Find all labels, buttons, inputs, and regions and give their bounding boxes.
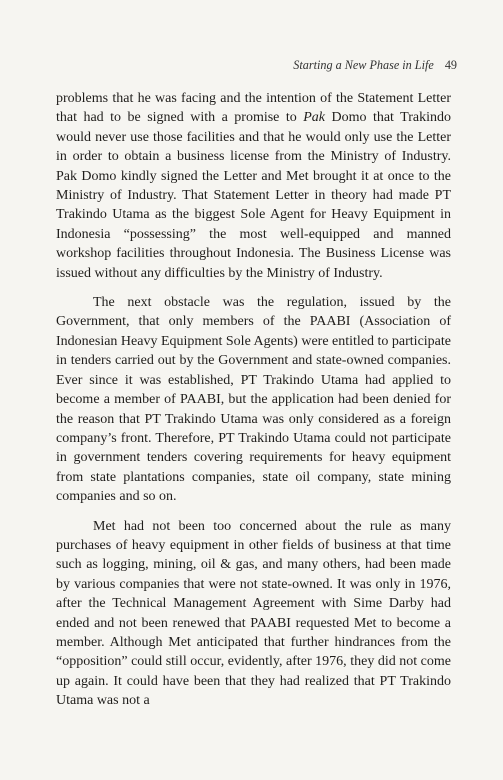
body-text xyxy=(56,89,451,711)
paragraph-1-text-start: problems that he was facing and the intention of the Statement Letter that had to be signed with a promise to xyxy=(56,91,451,126)
paragraph-1-text-end: Domo that Trakindo would never use those facilities and that he would only use the Letter in order to obtain a business license from the Ministry of Industry. Pak Domo kindly signed the Letter and Met brought it at once to the Ministry of Industry. That Statement Letter in theory had made PT Trakindo Utama as the biggest Sole Agent for Heavy Equipment in Indonesia “possessing” the most well-equipped and manned workshop facilities throughout Indonesia. The Business License was issued without any difficulties by the Ministry of Industry. xyxy=(56,110,451,281)
paragraph-2: The next obstacle was the regulation, issued by the Government, that only members of the PAABI (Association of Indonesian Heavy Equipment Sole Agents) were entitled to participate in tenders carried out by the Government and state-owned companies. Ever since it was established, PT Trakindo Utama had applied to become a member of PAABI, but the application had been denied for the reason that PT Trakindo Utama was only considered as a foreign company’s front. Therefore, PT Trakindo Utama could not participate in government tenders covering requirements for heavy equipment from state plantations companies, state oil company, state mining companies and so on. xyxy=(56,295,451,505)
paragraph-1-italic-pak: Pak xyxy=(303,110,325,126)
paragraph-1 xyxy=(56,89,451,283)
paragraph-3: Met had not been too concerned about the rule as many purchases of heavy equipment in other fields of business at that time such as logging, mining, oil & gas, and many others, had been made by various companies that were not state-owned. It was only in 1976, after the Technical Management Agreement with Sime Darby had ended and not been renewed that PAABI requested Met to become a member. Although Met anticipated that further hindrances from the “opposition” could still occur, evidently, after 1976, they did not come up again. It could have been that they had realized that PT Trakindo Utama was not a xyxy=(56,518,451,709)
chapter-title: Starting a New Phase in Life xyxy=(293,58,434,72)
running-head xyxy=(293,58,457,73)
page-number: 49 xyxy=(444,58,457,72)
